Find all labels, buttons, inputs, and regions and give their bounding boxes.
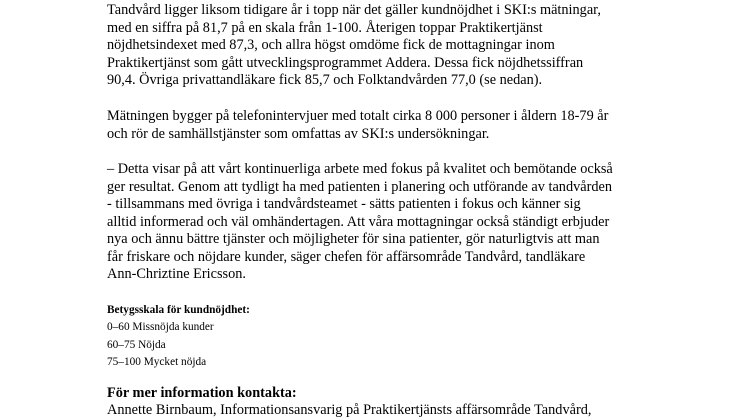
rating-scale-heading: Betygsskala för kundnöjdhet: [107, 304, 250, 316]
paragraph-quote: – Detta visar på att vårt kontinuerliga arbete med fokus på kvalitet och bemötande också ger resultat. Genom att tydligt ha med patienten i planering och utförande av tandvården - tillsammans med övriga i tandvårdsteamet - sätts patienten i fokus och känner sig alltid informerad och väl omhändertagen. Att våra mottagningar också ständigt erbjuder nya och ännu bättre tjänster och möjligheter för sina patienter, gör naturligtvis att man får friskare och nöjdare kunder, säger chefen för affärsområde Tandvård, tandläkare Ann-Chriztine Ericsson. [107, 161, 613, 282]
rating-scale-item: 60–75 Nöjda [107, 338, 166, 351]
contact-heading: För mer information kontakta: [107, 385, 297, 401]
paragraph-survey-results: Tandvård ligger liksom tidigare år i topp när det gäller kundnöjdhet i SKI:s mätningar, med en siffra på 81,7 på en skala från 1-100. Återigen toppar Praktikertjänst nöjdhetsindexet med 87,3, och allra högst omdöme fick de mottagningar inom Praktikertjänst som gått utvecklingsprogrammet Addera. Dessa fick nöjdhetssiffran 90,4. Övriga privattandläkare fick 85,7 och Folktandvården 77,0 (se nedan). [107, 2, 601, 88]
paragraph-methodology: Mätningen bygger på telefonintervjuer med totalt cirka 8 000 personer i åldern 18-79 år och rör de samhällstjänster som omfattas av SKI:s undersökningar. [107, 108, 609, 142]
rating-scale-item: 75–100 Mycket nöjda [107, 356, 207, 368]
rating-scale-list [107, 319, 214, 372]
rating-scale-item: 0–60 Missnöjda kunder [107, 321, 214, 333]
contact-info: Annette Birnbaum, Informationsansvarig på Praktikertjänsts affärsområde Tandvård, [107, 402, 592, 418]
